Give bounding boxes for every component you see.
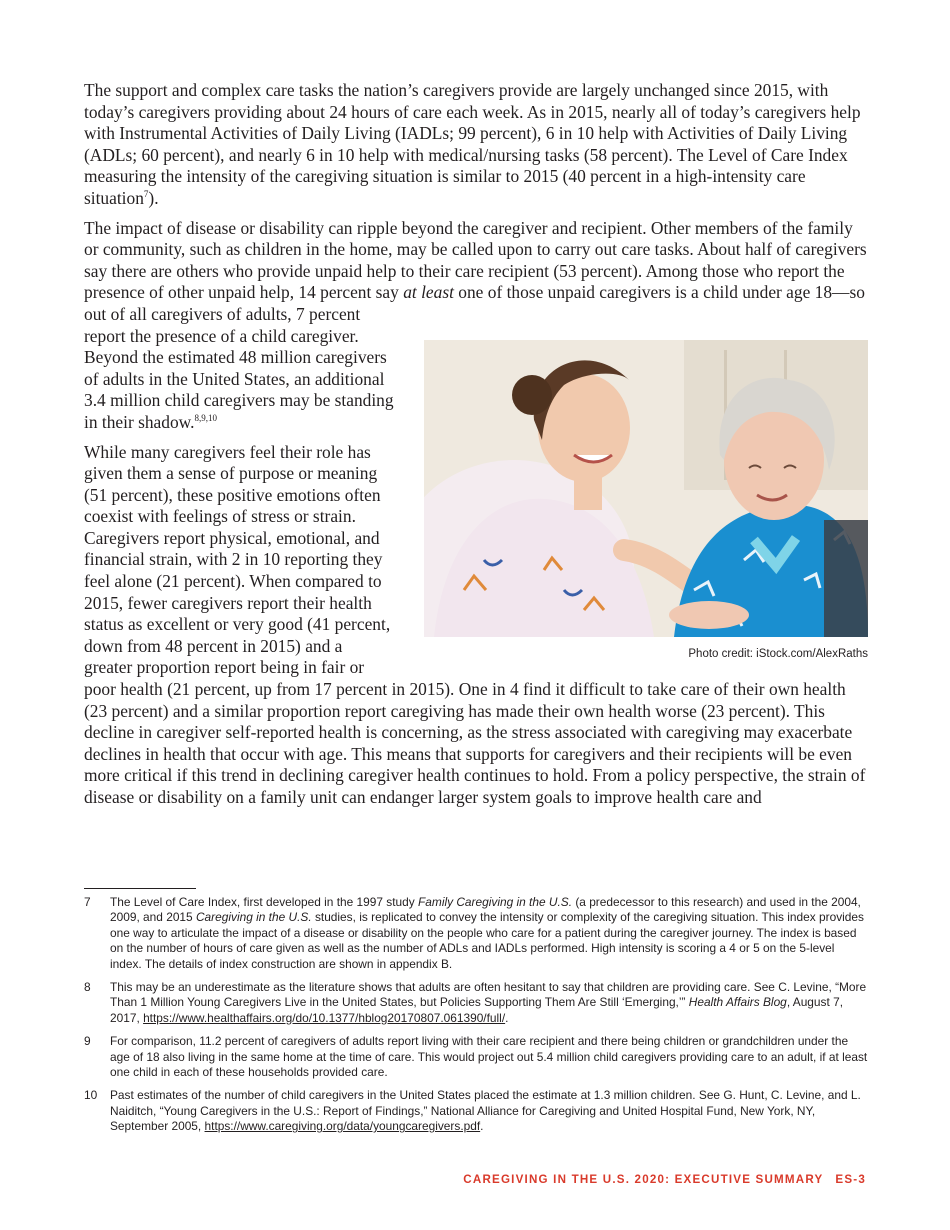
footnote-text <box>110 895 868 972</box>
paragraph-2-text: The impact of disease or disability can ripple beyond the caregiver and recipient. Other members of the family or community, such as children in the home, may be called upon to carry out care tasks. About half of caregivers say there are others who provide unpaid help to their care recipient (53 percent). Among those who report the presence of other unpaid help, 14 percent say <box>84 217 867 303</box>
footnote-8-text-b: , August 7, 2017, <box>110 995 844 1025</box>
photo-credit: Photo credit: iStock.com/AlexRaths <box>688 647 868 660</box>
footnote-8-link[interactable]: https://www.healthaffairs.org/do/10.1377/hblog20170807.061390/full/ <box>143 1010 506 1025</box>
paragraph-2-text-b: one of those unpaid caregivers is a child under age 18—so out of all caregivers of adults, 7 percent report the presence of a child caregiver. Beyond the estimated 48 million caregivers of adults in the United States, an additional 3.4 million child caregivers may be standing in their shadow. <box>84 282 865 432</box>
paragraph-1-end: ). <box>148 187 159 208</box>
footnote-text <box>110 980 868 1026</box>
caregiver-photo-illustration <box>424 340 868 637</box>
footnote-10-text-a: Past estimates of the number of child caregivers in the United States placed the estimate at 1.3 million children. See G. Hunt, C. Levine, and L. Naiditch, “Young Caregivers in the U.S.: Report of Findings,” National Alliance for Caregiving and United Hospital Fund, New York, NY, September 2005, <box>110 1088 861 1134</box>
footnote-text: For comparison, 11.2 percent of caregivers of adults report living with their care recipient and there being children or grandchildren under the age of 18 also living in the same home at the time of care. This would project out 5.4 million child caregivers providing care to an adult, if at least one child in each of these households provided care. <box>110 1034 868 1080</box>
paragraph-2-emphasis: at least <box>403 282 454 303</box>
footnote-8-text-a: This may be an underestimate as the literature shows that adults are often hesitant to say that children are providing care. See C. Levine, “More Than 1 Million Young Caregivers Live in the United States, but Policies Supporting Them Are Still ‘Emerging,’” <box>110 980 867 1010</box>
body-text <box>84 80 868 817</box>
footer-title: CAREGIVING IN THE U.S. 2020: EXECUTIVE SUMMARY <box>463 1173 824 1186</box>
footnote-9 <box>84 1034 868 1080</box>
footnotes <box>84 895 868 1143</box>
footnote-8-journal: Health Affairs Blog <box>688 995 787 1010</box>
footnote-7-text-c: studies, is replicated to convey the intensity or complexity of the caregiving situation. This index provides one way to articulate the impact of a disease or disability on the people who care for a patient during the caregiver journey. The index is based on the number of hours of care given as well as the number of ADLs and IADLs performed. High intensity is scoring a 4 or 5 on the 5-level index. The details of index construction are shown in appendix B. <box>110 910 864 971</box>
footnote-number: 7 <box>84 895 91 909</box>
footnote-8-text-c: . <box>505 1010 509 1025</box>
footnote-10 <box>84 1088 868 1134</box>
footnote-refs-8-9-10[interactable]: 8,9,10 <box>194 413 217 424</box>
footnote-8 <box>84 980 868 1026</box>
footnote-7-text-b: (a predecessor to this research) and used in the 2004, 2009, and 2015 <box>110 895 861 925</box>
footnote-10-text-b: . <box>480 1119 484 1134</box>
page-footer <box>463 1173 866 1186</box>
page-number: ES-3 <box>835 1173 866 1186</box>
footnote-10-link[interactable]: https://www.caregiving.org/data/youngcaregivers.pdf <box>204 1119 481 1134</box>
footnote-7-title-2: Caregiving in the U.S. <box>195 910 312 925</box>
footnote-number: 8 <box>84 980 91 995</box>
footnote-text <box>110 1088 868 1134</box>
paragraph-3: While many caregivers feel their role has given them a sense of purpose or meaning (51 percent), these positive emotions often coexist with feelings of stress or strain. Caregivers report physical, emotional, and financial strain, with 2 in 10 reporting they feel alone (21 percent). When compared to 2015, fewer caregivers report their health status as excellent or very good (41 percent, down from 48 percent in 2015) and a greater proportion report being in fair or poor health (21 percent, up from 17 percent in 2015). One in 4 find it difficult to take care of their own health (23 percent) and a similar proportion report caregiving has made their own health worse (23 percent). This decline in caregiver self-reported health is concerning, as the stress associated with caregiving may exacerbate declines in health that occur with age. This means that supports for caregivers and their recipients will be even more critical if this trend in declining caregiver health continues to hold. From a policy perspective, the strain of disease or disability on a family unit can endanger larger system goals to improve health care and <box>84 441 866 807</box>
photo-figure <box>424 340 868 666</box>
footnote-7-text-a: The Level of Care Index, first developed in the 1997 study <box>110 895 419 909</box>
paragraph-1-text: The support and complex care tasks the nation’s caregivers provide are largely unchanged since 2015, with today’s caregivers providing about 24 hours of care each week. As in 2015, nearly all of today’s caregivers help with Instrumental Activities of Daily Living (IADLs; 99 percent), 6 in 10 help with Activities of Daily Living (ADLs; 60 percent), and nearly 6 in 10 help with medical/nursing tasks (58 percent). The Level of Care Index measuring the intensity of the caregiving situation is similar to 2015 (40 percent in a high-intensity care situation <box>84 80 861 208</box>
caregiver-photo <box>424 340 868 637</box>
paragraph-1 <box>84 80 868 210</box>
footnote-divider <box>84 888 196 889</box>
footnote-7-title-1: Family Caregiving in the U.S. <box>418 895 573 909</box>
footnote-number: 10 <box>84 1088 98 1103</box>
footnote-number: 9 <box>84 1034 91 1049</box>
footnote-7 <box>84 895 868 972</box>
footnote-ref-7[interactable]: 7 <box>143 189 149 200</box>
